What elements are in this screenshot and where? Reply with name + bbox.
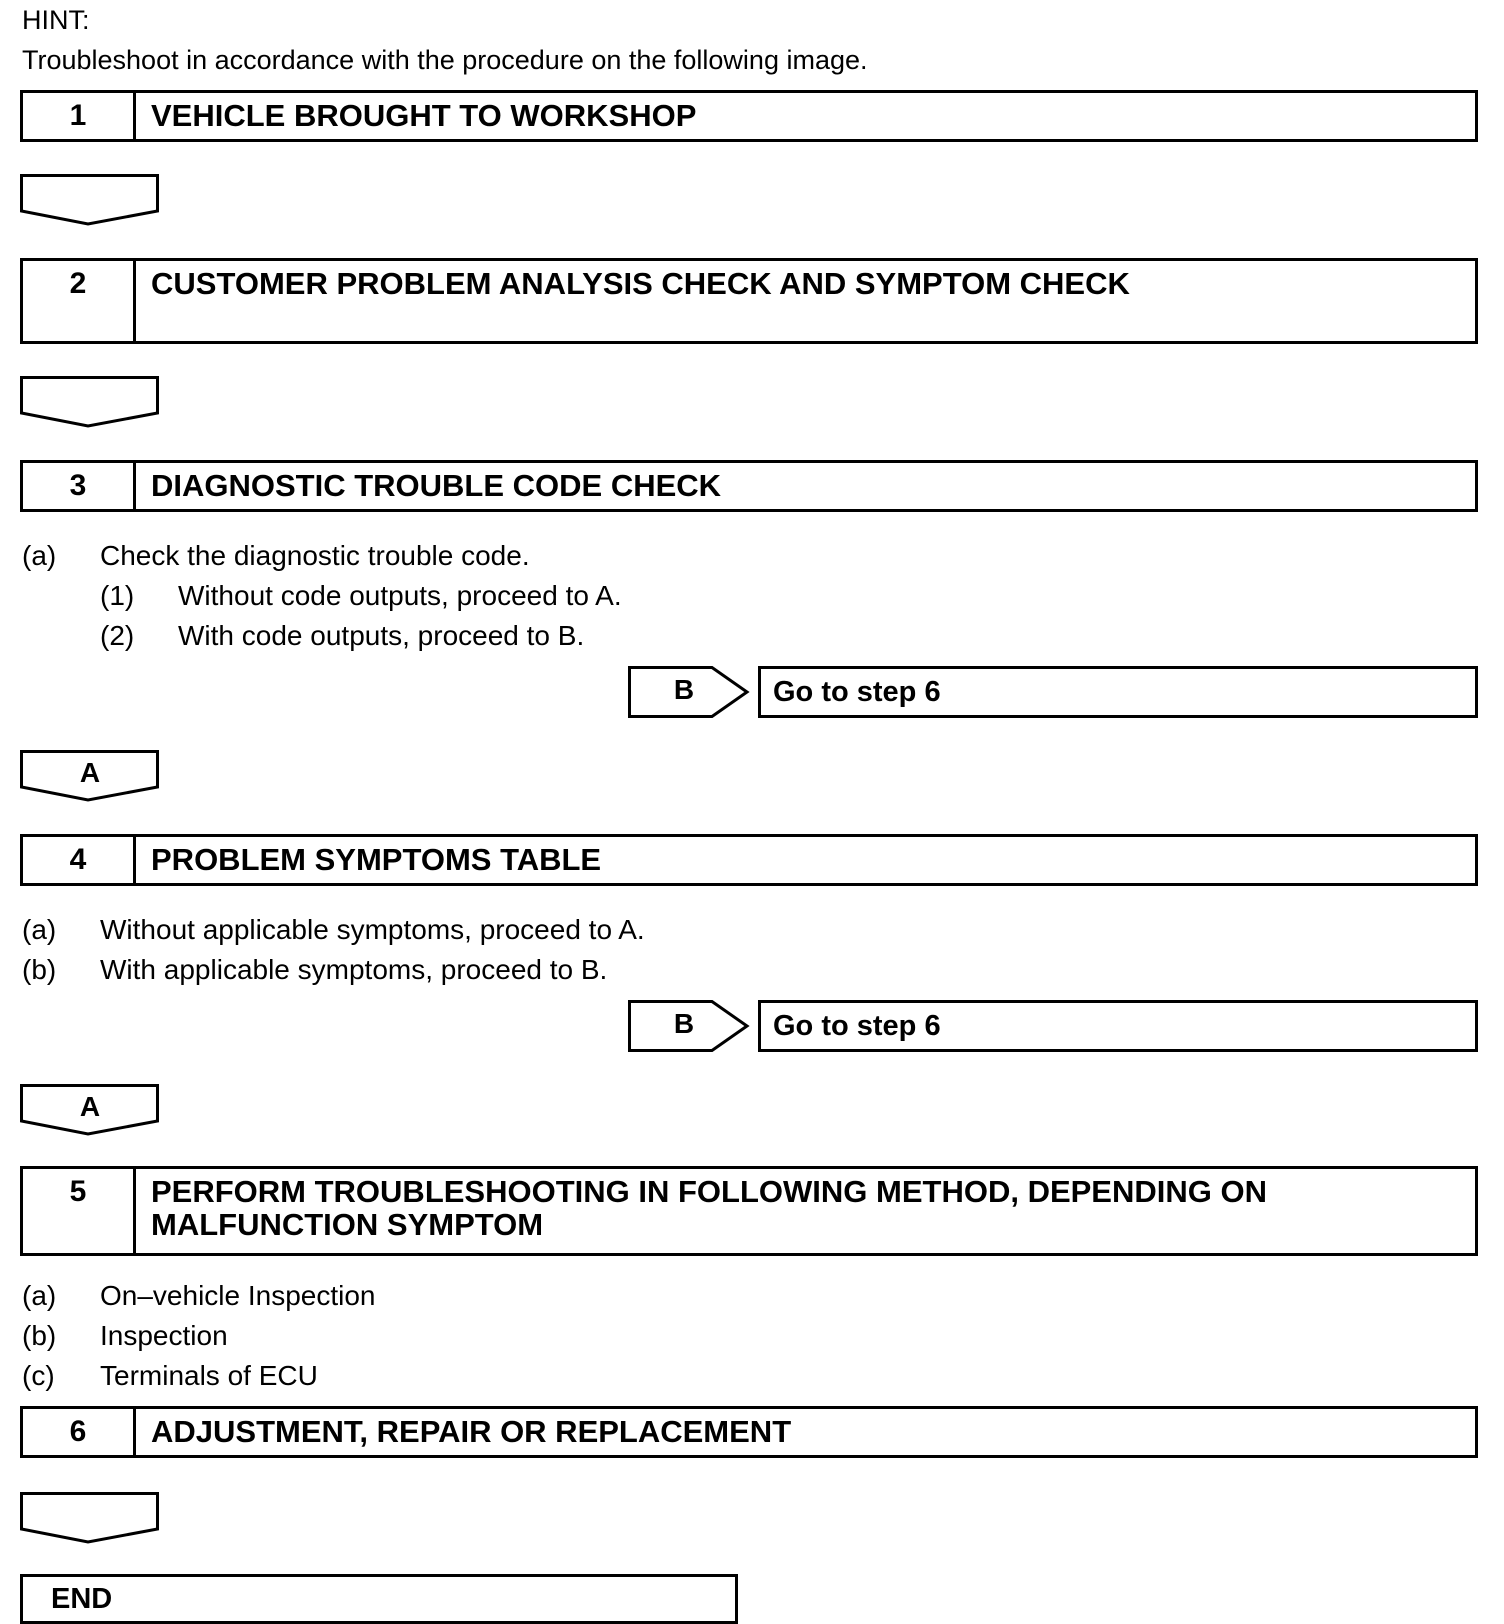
item-text: With applicable symptoms, proceed to B. xyxy=(100,954,608,985)
step-number: 5 xyxy=(23,1169,136,1253)
flow-arrow xyxy=(20,1492,160,1546)
branch-b-marker xyxy=(628,1000,750,1052)
step-2-box xyxy=(20,258,1478,344)
step-1-box xyxy=(20,90,1478,142)
step-title: VEHICLE BROUGHT TO WORKSHOP xyxy=(151,98,697,133)
branch-label: B xyxy=(673,674,695,705)
step-title: DIAGNOSTIC TROUBLE CODE CHECK xyxy=(151,468,722,503)
item-marker: (a) xyxy=(22,914,57,945)
item-text: On–vehicle Inspection xyxy=(100,1280,376,1311)
step-3-box xyxy=(20,460,1478,512)
item-marker: (c) xyxy=(22,1360,55,1391)
step-number: 4 xyxy=(23,837,136,883)
step-6-box xyxy=(20,1406,1478,1458)
item-text: Check the diagnostic trouble code. xyxy=(100,540,530,571)
step-title: CUSTOMER PROBLEM ANALYSIS CHECK AND SYMPTOM CHECK xyxy=(151,266,1130,301)
step-title: PROBLEM SYMPTOMS TABLE xyxy=(151,842,602,877)
step-5-box xyxy=(20,1166,1478,1256)
item-text: With code outputs, proceed to B. xyxy=(178,620,585,651)
flow-arrow xyxy=(20,174,160,228)
flow-arrow-icon xyxy=(20,376,160,430)
flow-label: A xyxy=(79,1091,101,1122)
goto-text: Go to step 6 xyxy=(773,676,941,708)
item-marker: (b) xyxy=(22,1320,57,1351)
step-number: 6 xyxy=(23,1409,136,1455)
item-marker: (a) xyxy=(22,540,57,571)
end-label: END xyxy=(51,1583,113,1615)
flow-arrow xyxy=(20,376,160,430)
goto-step-6-box xyxy=(758,666,1478,718)
step-number: 2 xyxy=(23,261,136,341)
flow-arrow-icon xyxy=(20,1492,160,1546)
hint-text: Troubleshoot in accordance with the procedure on the following image. xyxy=(22,45,868,75)
item-marker: (b) xyxy=(22,954,57,985)
step-title: ADJUSTMENT, REPAIR OR REPLACEMENT xyxy=(151,1414,792,1449)
end-box xyxy=(20,1574,738,1624)
hint-label: HINT: xyxy=(22,5,90,35)
step-number: 3 xyxy=(23,463,136,509)
flow-label: A xyxy=(79,757,101,788)
item-marker: (a) xyxy=(22,1280,57,1311)
step-title: PERFORM TROUBLESHOOTING IN FOLLOWING METHOD, DEPENDING ON MALFUNCTION SYMPTOM xyxy=(151,1174,1267,1242)
item-marker: (1) xyxy=(100,580,135,611)
branch-b-marker xyxy=(628,666,750,718)
item-text: Without applicable symptoms, proceed to A. xyxy=(100,914,645,945)
item-text: Without code outputs, proceed to A. xyxy=(178,580,622,611)
goto-step-6-box xyxy=(758,1000,1478,1052)
step-number: 1 xyxy=(23,93,136,139)
item-text: Terminals of ECU xyxy=(100,1360,318,1391)
flow-arrow-a xyxy=(20,1084,160,1138)
item-marker: (2) xyxy=(100,620,135,651)
flow-arrow-icon xyxy=(20,174,160,228)
flow-arrow-a xyxy=(20,750,160,804)
item-text: Inspection xyxy=(100,1320,228,1351)
branch-label: B xyxy=(673,1008,695,1039)
goto-text: Go to step 6 xyxy=(773,1010,941,1042)
step-4-box xyxy=(20,834,1478,886)
